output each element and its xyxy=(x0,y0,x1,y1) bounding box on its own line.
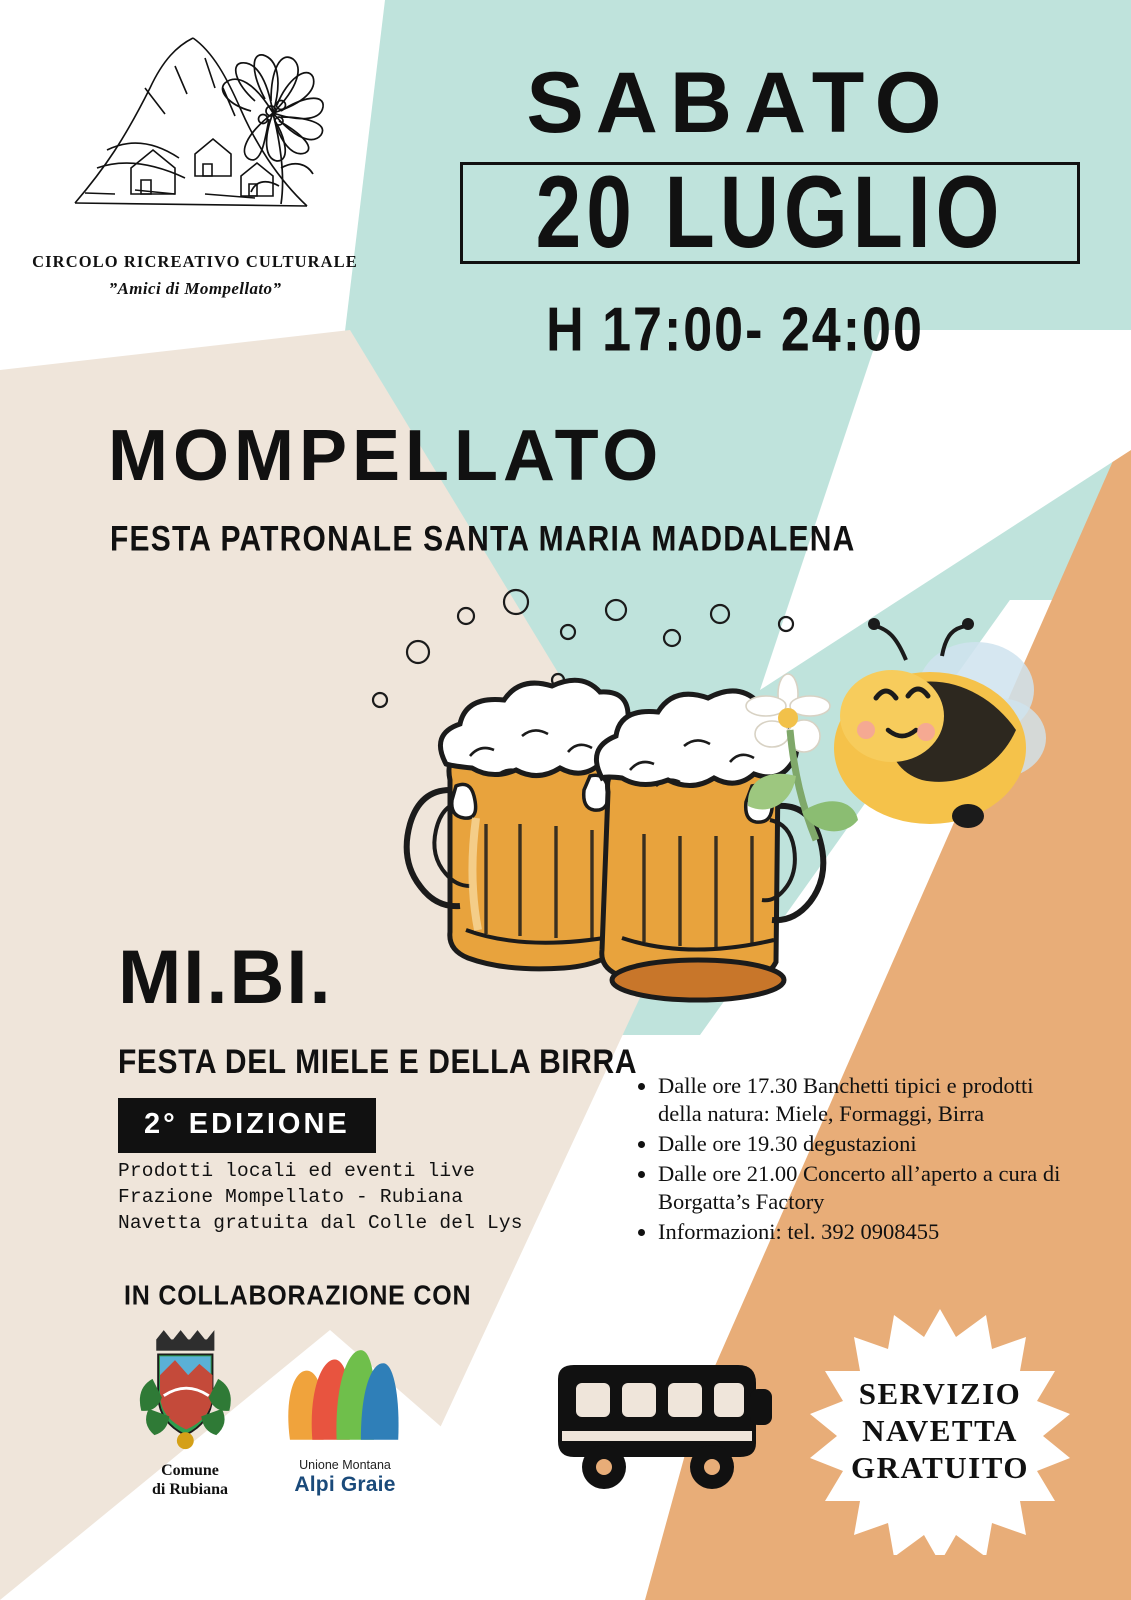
partner-name-line1: Comune xyxy=(161,1462,219,1479)
partner-comune-di-rubiana xyxy=(110,1330,270,1499)
organization-nickname: ”Amici di Mompellato” xyxy=(108,279,282,298)
festival-subtitle: FESTA PATRONALE SANTA MARIA MADDALENA xyxy=(110,520,856,559)
list-item: • Informazioni: tel. 392 0908455 xyxy=(658,1218,1066,1246)
date-block xyxy=(400,55,1090,365)
shuttle-line-2: NAVETTA xyxy=(862,1412,1018,1448)
bus-icon xyxy=(552,1345,782,1495)
shuttle-line-3: GRATUITO xyxy=(851,1449,1029,1485)
comune-di-rubiana-crest-icon xyxy=(115,1330,265,1452)
edition-badge: 2° EDIZIONE xyxy=(118,1098,376,1153)
shuttle-badge xyxy=(775,1305,1105,1555)
collaboration-label: IN COLLABORAZIONE CON xyxy=(124,1280,472,1312)
date-box xyxy=(460,155,1080,270)
program-list xyxy=(636,1072,1066,1248)
place-title: MOMPELLATO xyxy=(108,416,664,496)
date-label: 20 LUGLIO xyxy=(535,155,1005,270)
organization-logo-block xyxy=(30,18,360,299)
weekday-label: SABATO xyxy=(526,55,954,151)
partner-name-line2: di Rubiana xyxy=(151,1481,229,1498)
shuttle-line-1: SERVIZIO xyxy=(858,1375,1022,1411)
list-item: • Dalle ore 19.30 degustazioni xyxy=(658,1130,1066,1158)
details-line-2: Frazione Mompellato - Rubiana xyxy=(118,1186,464,1208)
event-short-title: MI.BI. xyxy=(118,935,333,1020)
details-block xyxy=(118,1158,523,1236)
list-item: • Dalle ore 21.00 Concerto all’aperto a cura di Borgatta’s Factory xyxy=(658,1160,1066,1216)
partner-unione-montana-alpi-graie xyxy=(270,1342,420,1496)
details-line-3: Navetta gratuita dal Colle del Lys xyxy=(118,1212,523,1234)
beer-mugs-illustration xyxy=(300,580,1100,1050)
unione-montana-alpi-graie-logo-icon xyxy=(275,1342,415,1446)
partner-name-line2: Alpi Graie xyxy=(294,1473,396,1496)
event-full-title: FESTA DEL MIELE E DELLA BIRRA xyxy=(118,1043,638,1081)
bee-illustration xyxy=(834,618,1046,828)
organization-name: CIRCOLO RICREATIVO CULTURALE xyxy=(32,252,358,271)
partner-logos xyxy=(110,1330,410,1540)
hours-label: H 17:00- 24:00 xyxy=(546,295,924,365)
list-item: • Dalle ore 17.30 Banchetti tipici e prodotti della natura: Miele, Formaggi, Birra xyxy=(658,1072,1066,1128)
details-line-1: Prodotti locali ed eventi live xyxy=(118,1160,476,1182)
partner-name-line1: Unione Montana xyxy=(299,1458,391,1472)
mountain-edelweiss-logo-icon xyxy=(45,18,345,248)
